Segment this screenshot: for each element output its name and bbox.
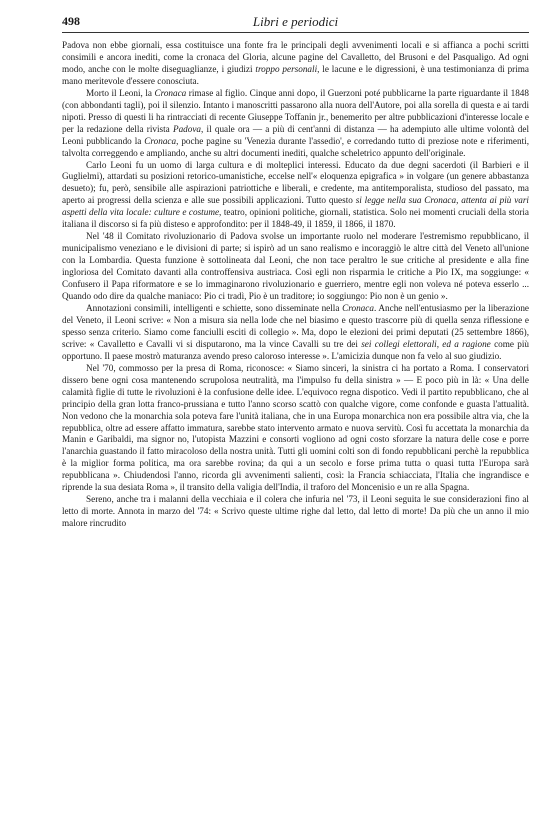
- paragraph: [62, 160, 529, 232]
- italic-text: Padova: [172, 123, 202, 134]
- italic-text: Cronaca: [144, 135, 177, 146]
- page-number: 498: [62, 14, 80, 28]
- text-run: , il quale ora — a più di cent'anni di distanza — ha adempiuto alle ultime volontà del Leoni pubblicando la: [62, 123, 529, 146]
- text-run: come più opportuno. Il paese mostrò maturanza avendo preso caloroso interesse ». L'amicizia dunque non fa velo al suo giudizio.: [62, 338, 529, 361]
- text-run: Nel '70, commosso per la presa di Roma, riconosce: « Siamo sinceri, la sinistra ci ha portato a Roma. I conservatori dissero bene ogni cosa mantenendo scrupolosa neutralità, ma l'impulso fu della sinistra » — E poco più in là: « Una delle calamità figlie di tutte le rivoluzioni è la confusione delle idee. L'equivoco regna dispotico. Vedi il partito repubblicano, che al principio della gran lotta franco-prussiana e tutto l'anno scorso scattò con qualche vigore, come confonde e guasta l'attualità. Non vedono che la monarchia sola poteva fare l'unità italiana, che in una Europa monarchica non era possibile altra via, che la repubblica, oltre ad essere affatto immatura, sarebbe stato intervento armato e nuova servitù. Così fu accettata la monarchia da Manin e Garibaldi, ma signor no, l'utopista Mazzini e consorti vogliono ad ogni costo sforzare la natura delle cose e porre l'anarchia guastando il fatto miracoloso della nostra unità. Tutti gli uomini colti son di fondo repubblicani perchè la repubblica è la miglior forma politica, ma ora sarebbe rovina; da qui a un secolo e forse prima tutta o quasi tutta l'Europa sarà repubblicana ». Chiudendosi l'anno, ricorda gli avvenimenti salienti, così: la Francia schiacciata, l'Italia che ingrandisce e riprende la sua desiata Roma », il transito della valigia dell'India, il traforo del Moncenisio e un re alla Spagna.: [62, 362, 529, 493]
- text-run: Sereno, anche tra i malanni della vecchiaia e il colera che infuria nel '73, il Leoni seguita le sue considerazioni fino al letto di morte. Annota in marzo del '74: « Scrivo queste ultime righe dal letto, dal letto di morte! Da più che un anno il mio malore rincrudito: [62, 494, 529, 529]
- text-run: Morto il Leoni, la: [86, 87, 155, 98]
- body-text: [62, 40, 529, 530]
- text-run: Padova non ebbe giornali, essa costituisce una fonte fra le principali degli avvenimenti locali e si affianca a pochi scritti consimili e ancora inediti, come la cronaca del Gloria, alcune pagine del Cavalletto, del Brusoni e del Pasqualigo. Ad ogni modo, anche con le molte diseguaglianze, i giudizi: [62, 40, 529, 74]
- text-run: . Anche nell'entusiasmo per la liberazione del Veneto, il Leoni scrive: « Non a misura sia nella lode che nel biasimo e questo trascorre più di quella senza riflessione e spesso senza criterio. Siamo come fanciulli esciti di collegio ». Ma, dopo le elezioni dei primi deputati (25 settembre 1866), scrive: « Cavalletto e Cavalli vi si disputarono, ma la vince Cavalli su tre dei: [62, 302, 529, 349]
- paragraph: [62, 231, 529, 303]
- italic-text: Cronaca: [154, 87, 187, 98]
- paragraph: [62, 303, 529, 363]
- page-header: [62, 14, 529, 33]
- italic-text: troppo personali: [255, 63, 318, 74]
- text-run: Nel '48 il Comitato rivoluzionario di Padova svolse un importante ruolo nel moderare l'estremismo repubblicano, il municipalismo veneziano e le divisioni di parte; si ispirò ad un sano realismo e incoraggiò le altre città del Veneto all'unione con la Lombardia. Questa funzione è sottolineata dal Leoni, che non tace peraltro le sue critiche al presidente e alla fine ingloriosa del Comitato davanti alla controffensiva austriaca. Così egli non risparmia le critiche a Pio IX, ma soggiunge: « Confusero il Papa riformatore e se lo immaginarono rivoluzionario e guerriero, mentre egli non voleva né poteva esserlo ... Quando odo dire da qualche maniaco: Pio ci tradì, Pio è un traditore; io soggiungo: Pio non è un genio ».: [62, 231, 529, 302]
- paragraph: [62, 494, 529, 530]
- text-run: , le lacune e le digressioni, è una testimonianza di prima mano meritevole d'essere conosciuta.: [62, 63, 530, 86]
- paragraph: [62, 40, 529, 88]
- paragraph: [62, 88, 529, 160]
- text-run: Annotazioni consimili, intelligenti e schiette, sono disseminate nella: [86, 302, 343, 313]
- text-run: Carlo Leoni fu un uomo di larga cultura e di molteplici interessi. Educato da due degni sacerdoti (il Barbieri e il Guglielmi), attardati su posizioni retorico-umanistiche, eccelse nell'« eloquenza epigrafica » in volgare (un genere abbastanza desueto); fu, però, sensibile alle aspirazioni patriottiche e liberali, e credente, ma antitemporalista, studioso del passato, ma aperto ai progressi della scienza e alle sue possibili applicazioni. Tutto questo: [62, 159, 529, 206]
- italic-text: Cronaca: [342, 302, 374, 313]
- italic-text: sei collegi elettorali, ed a ragione: [361, 338, 491, 349]
- text-run: rimase al figlio. Cinque anni dopo, il Guerzoni poté pubblicarne la parte riguardante il 1848 (con abbondanti tagli), poi il silenzio. Intanto i manoscritti passarono alla nuora dell'Autore, poi alla sorella di questa e ai tardi nipoti. Presso di questi li ha rintracciati di recente Giuseppe Toffanin jr., benemerito per altre pubblicazioni d'interesse locale e per la redazione della rivista: [62, 87, 529, 134]
- text-run: teatro, opinioni politiche, giornali, statistica. Solo nei momenti cruciali della storia italiana il discorso si fa più disteso e approfondito: per il 1848-49, il 1859, il 1866, il 1870.: [62, 207, 529, 230]
- italic-text: si legge nella sua Cronaca, attenta ai più vari aspetti della vita locale: culture e costume,: [62, 195, 529, 218]
- running-title: Libri e periodici: [252, 14, 339, 29]
- paragraph: [62, 363, 529, 494]
- text-run: , poche pagine su 'Venezia durante l'assedio', e corredando tutto di preziose note e riferimenti, talvolta correggendo e ampliando, anche su altri documenti inediti, qualche scheletrico appunto dell'originale.: [62, 135, 529, 158]
